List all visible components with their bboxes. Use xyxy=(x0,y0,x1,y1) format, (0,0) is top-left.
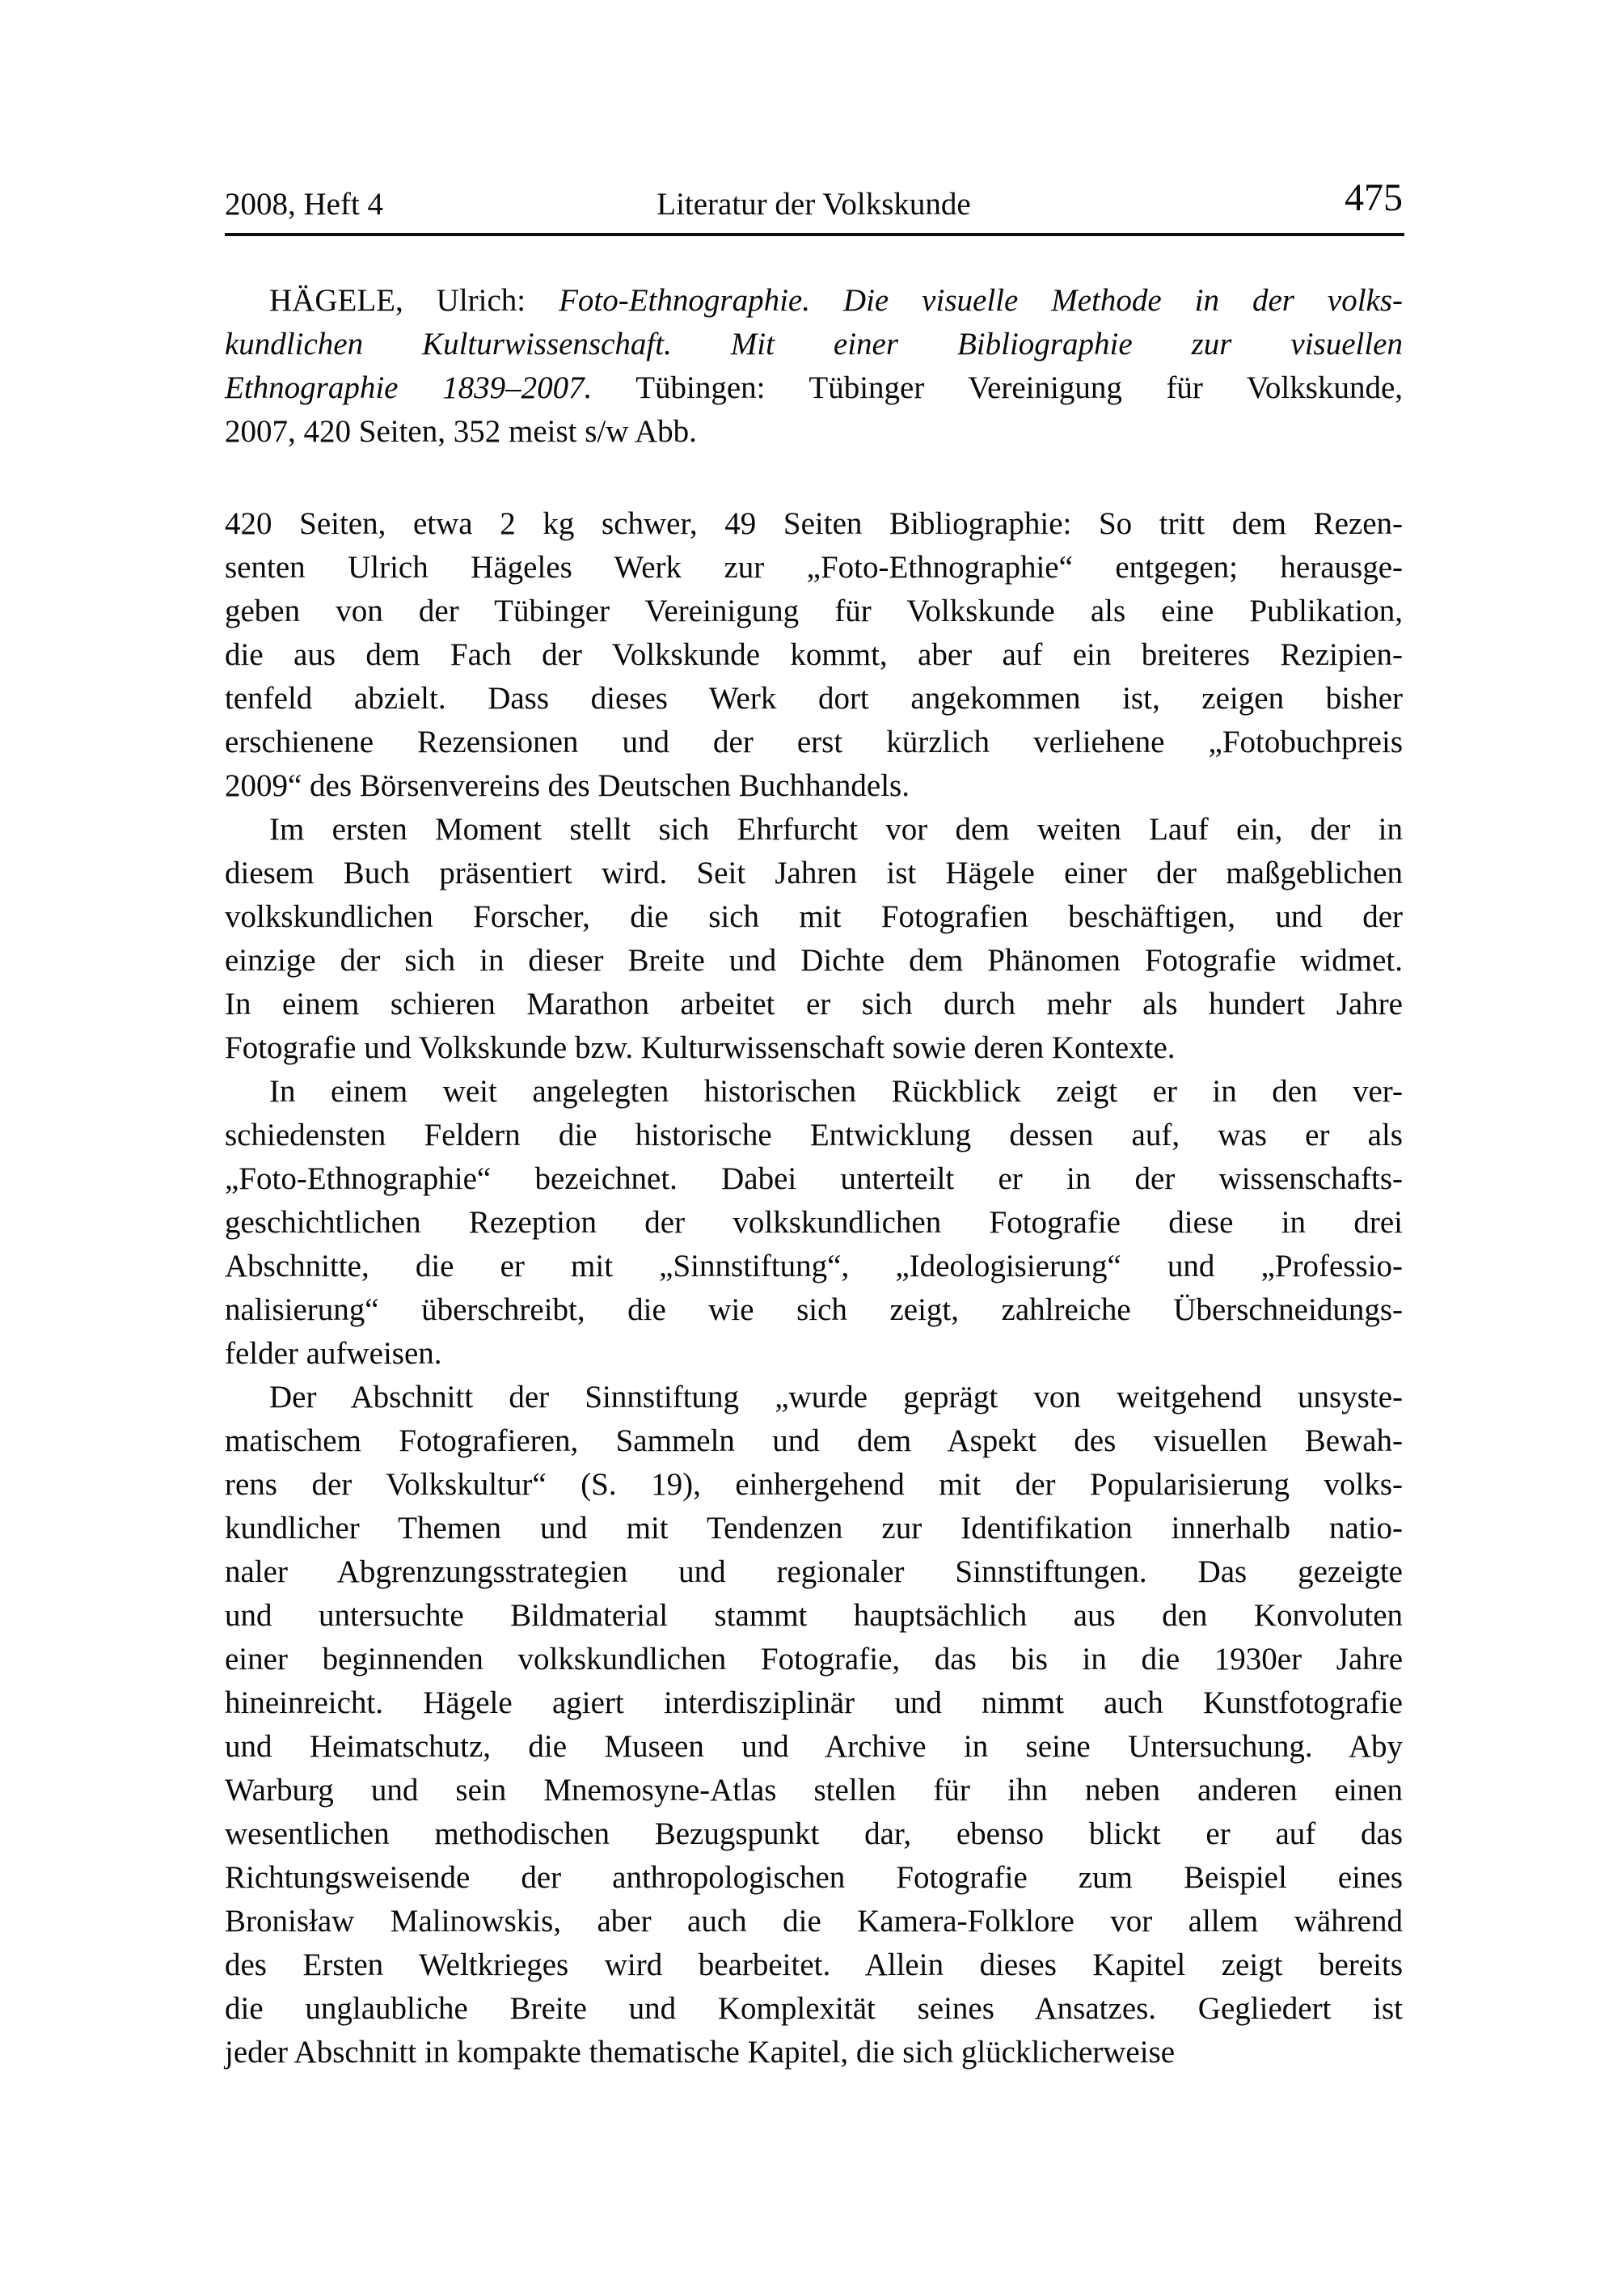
text-segment: diesem Buch präsentiert wird. Seit Jahren ist Hägele einer der maßgeblichen xyxy=(225,856,1403,890)
text-segment: Richtungsweisende der anthropologischen Fotografie zum Beispiel eines xyxy=(225,1860,1403,1895)
text-segment: Warburg und sein Mnemosyne-Atlas stellen für ihn neben anderen einen xyxy=(225,1773,1403,1808)
text-segment: 2009“ des Börsenvereins des Deutschen Buchhandels. xyxy=(225,768,910,803)
journal-title: Literatur der Volkskunde xyxy=(657,187,971,222)
text-line xyxy=(225,1288,1403,1332)
text-line xyxy=(225,366,1403,410)
text-segment: senten Ulrich Hägeles Werk zur „Foto-Ethnographie“ entgegen; herausge- xyxy=(225,550,1403,585)
text-line xyxy=(225,1812,1403,1856)
body-paragraph xyxy=(225,1376,1403,2074)
text-line xyxy=(225,1419,1403,1463)
text-line xyxy=(225,852,1403,895)
text-segment: Der Abschnitt der Sinnstiftung „wurde geprägt von weitgehend unsyste- xyxy=(269,1380,1403,1414)
text-segment: einer beginnenden volkskundlichen Fotografie, das bis in die 1930er Jahre xyxy=(225,1642,1403,1677)
text-line xyxy=(225,1507,1403,1550)
text-segment: Bronisław Malinowskis, aber auch die Kamera-Folklore vor allem während xyxy=(225,1904,1403,1939)
text-segment: 2007, 420 Seiten, 352 meist s/w Abb. xyxy=(225,414,697,449)
text-line xyxy=(225,1201,1403,1245)
text-line xyxy=(225,677,1403,721)
text-segment: „Foto-Ethnographie“ bezeichnet. Dabei unterteilt er in der wissenschafts- xyxy=(225,1161,1403,1196)
text-line xyxy=(225,895,1403,939)
text-line xyxy=(225,1332,1403,1376)
text-segment: erschienene Rezensionen und der erst kürzlich verliehene „Fotobuchpreis xyxy=(225,725,1403,759)
text-line xyxy=(225,590,1403,633)
text-line xyxy=(225,1725,1403,1769)
text-segment: Abschnitte, die er mit „Sinnstiftung“, „Ideologisierung“ und „Professio- xyxy=(225,1249,1403,1283)
text-segment: kundlicher Themen und mit Tendenzen zur Identifikation innerhalb natio- xyxy=(225,1511,1403,1545)
text-line xyxy=(225,1550,1403,1594)
text-line xyxy=(225,1463,1403,1507)
text-segment: felder aufweisen. xyxy=(225,1336,442,1371)
text-line xyxy=(225,1638,1403,1681)
header-rule xyxy=(225,233,1404,236)
text-segment: volkskundlichen Forscher, die sich mit Fotografien beschäftigen, und der xyxy=(225,899,1403,934)
body-paragraph xyxy=(225,502,1403,808)
text-segment: die aus dem Fach der Volkskunde kommt, aber auf ein breiteres Rezipien- xyxy=(225,637,1403,672)
text-segment: nalisierung“ überschreibt, die wie sich zeigt, zahlreiche Überschneidungs- xyxy=(225,1292,1403,1327)
text-segment: die unglaubliche Breite und Komplexität seines Ansatzes. Gegliedert ist xyxy=(225,1991,1403,2026)
italic-text-segment: kundlichen Kulturwissenschaft. Mit einer Bibliographie zur visuellen xyxy=(225,327,1403,362)
review-body-block xyxy=(225,502,1403,2074)
text-line xyxy=(225,1114,1403,1157)
text-line xyxy=(225,1987,1403,2031)
italic-text-segment: Foto-Ethnographie. Die visuelle Methode in der volks- xyxy=(559,283,1403,318)
text-segment: geben von der Tübinger Vereinigung für Volkskunde als eine Publikation, xyxy=(225,594,1403,628)
text-segment: schiedensten Feldern die historische Entwicklung dessen auf, was er als xyxy=(225,1118,1403,1152)
text-segment: und Heimatschutz, die Museen und Archive in seine Untersuchung. Aby xyxy=(225,1729,1403,1764)
text-line xyxy=(225,808,1403,852)
text-line xyxy=(225,1900,1403,1943)
text-line xyxy=(225,1594,1403,1638)
text-segment: In einem schieren Marathon arbeitet er sich durch mehr als hundert Jahre xyxy=(225,987,1403,1021)
page-number: 475 xyxy=(1345,176,1403,219)
text-line xyxy=(225,546,1403,590)
text-line xyxy=(225,983,1403,1026)
text-segment: rens der Volkskultur“ (S. 19), einhergehend mit der Popularisierung volks- xyxy=(225,1467,1403,1502)
text-line xyxy=(225,323,1403,366)
text-line xyxy=(225,1943,1403,1987)
text-line xyxy=(225,721,1403,764)
text-segment: naler Abgrenzungsstrategien und regionaler Sinnstiftungen. Das gezeigte xyxy=(225,1554,1403,1589)
text-line xyxy=(225,939,1403,983)
text-line xyxy=(225,633,1403,677)
text-segment: jeder Abschnitt in kompakte thematische Kapitel, die sich glücklicherweise xyxy=(225,2035,1176,2070)
text-segment: des Ersten Weltkrieges wird bearbeitet. Allein dieses Kapitel zeigt bereits xyxy=(225,1947,1403,1982)
text-line xyxy=(225,2031,1403,2074)
text-segment: In einem weit angelegten historischen Rückblick zeigt er in den ver- xyxy=(269,1074,1403,1109)
body-paragraph xyxy=(225,808,1403,1070)
text-segment: Tübingen: Tübinger Vereinigung für Volkskunde, xyxy=(592,370,1404,405)
text-segment: hineinreicht. Hägele agiert interdisziplinär und nimmt auch Kunstfotografie xyxy=(225,1685,1403,1720)
italic-text-segment: Ethnographie 1839–2007. xyxy=(225,370,593,405)
text-line xyxy=(225,1681,1403,1725)
text-segment: geschichtlichen Rezeption der volkskundlichen Fotografie diese in drei xyxy=(225,1205,1403,1240)
text-line xyxy=(225,1769,1403,1812)
text-segment: tenfeld abzielt. Dass dieses Werk dort angekommen ist, zeigen bisher xyxy=(225,681,1403,716)
text-segment: Fotografie und Volkskunde bzw. Kulturwissenschaft sowie deren Kontexte. xyxy=(225,1030,1176,1065)
text-line xyxy=(225,1376,1403,1419)
text-line xyxy=(225,1157,1403,1201)
text-segment: matischem Fotografieren, Sammeln und dem Aspekt des visuellen Bewah- xyxy=(225,1423,1403,1458)
text-line xyxy=(225,502,1403,546)
text-line xyxy=(225,1245,1403,1288)
text-line xyxy=(225,1856,1403,1900)
text-segment: Im ersten Moment stellt sich Ehrfurcht vor dem weiten Lauf ein, der in xyxy=(269,812,1403,847)
text-segment: wesentlichen methodischen Bezugspunkt dar, ebenso blickt er auf das xyxy=(225,1816,1403,1851)
text-segment: HÄGELE, Ulrich: xyxy=(269,283,559,318)
text-line xyxy=(225,279,1403,323)
text-line xyxy=(225,1026,1403,1070)
text-segment: 420 Seiten, etwa 2 kg schwer, 49 Seiten Bibliographie: So tritt dem Rezen- xyxy=(225,506,1403,541)
body-paragraph xyxy=(225,1070,1403,1376)
reference-block xyxy=(225,279,1403,454)
issue-label: 2008, Heft 4 xyxy=(225,187,384,222)
text-segment: und untersuchte Bildmaterial stammt hauptsächlich aus den Konvoluten xyxy=(225,1598,1403,1633)
text-line xyxy=(225,764,1403,808)
text-segment: einzige der sich in dieser Breite und Dichte dem Phänomen Fotografie widmet. xyxy=(225,943,1403,978)
text-line xyxy=(225,410,1403,454)
text-line xyxy=(225,1070,1403,1114)
reference-paragraph xyxy=(225,279,1403,454)
